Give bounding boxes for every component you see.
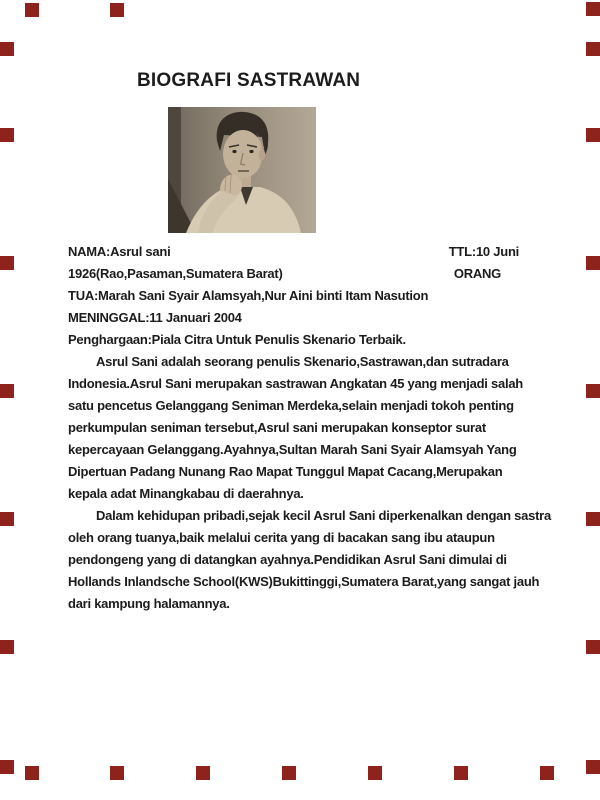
bio-row — [68, 263, 534, 285]
border-accent-square — [586, 512, 600, 526]
bio-row — [68, 285, 534, 307]
border-accent-square — [0, 384, 14, 398]
border-accent-square — [110, 766, 124, 780]
border-accent-square — [0, 760, 14, 774]
page-title: BIOGRAFI SASTRAWAN — [137, 70, 361, 91]
biodata-section — [68, 241, 534, 351]
border-accent-square — [586, 128, 600, 142]
bio-right-text: ORANG — [453, 266, 501, 281]
border-accent-square — [196, 766, 210, 780]
border-accent-square — [586, 760, 600, 774]
border-accent-square — [368, 766, 382, 780]
bio-row — [68, 329, 534, 351]
border-accent-square — [110, 3, 124, 17]
paragraph-line: Hollands Inlandsche School(KWS)Bukittinggi,Sumatera Barat,yang sangat jauh — [68, 574, 540, 589]
border-accent-square — [0, 128, 14, 142]
border-accent-square — [454, 766, 468, 780]
paragraph — [68, 351, 534, 505]
paragraph-line: Dalam kehidupan pribadi,sejak kecil Asrul Sani diperkenalkan dengan sastra — [96, 508, 551, 523]
portrait-image — [168, 107, 316, 233]
border-accent-square — [0, 640, 14, 654]
border-accent-square — [0, 256, 14, 270]
paragraph-line: dari kampung halamannya. — [68, 596, 230, 611]
bio-left-text: NAMA:Asrul sani — [68, 244, 171, 259]
bio-left-text: TUA:Marah Sani Syair Alamsyah,Nur Aini binti Itam Nasution — [68, 288, 429, 303]
border-accent-square — [586, 384, 600, 398]
paragraph-line: Asrul Sani adalah seorang penulis Skenario,Sastrawan,dan sutradara — [96, 354, 509, 369]
paragraph-line: satu pencetus Gelanggang Seniman Merdeka,selain menjadi tokoh penting — [68, 398, 514, 413]
bio-left-text: Penghargaan:Piala Citra Untuk Penulis Skenario Terbaik. — [68, 332, 406, 347]
border-accent-square — [0, 42, 14, 56]
paragraphs-section — [68, 351, 551, 615]
portrait-photo — [168, 107, 316, 233]
border-accent-square — [586, 640, 600, 654]
bio-row — [68, 307, 534, 329]
border-accent-square — [282, 766, 296, 780]
paragraph-line: kepala adat Minangkabau di daerahnya. — [68, 486, 304, 501]
border-accent-square — [586, 42, 600, 56]
bio-row — [68, 241, 534, 263]
border-accent-square — [25, 3, 39, 17]
paragraph-line: Indonesia.Asrul Sani merupakan sastrawan Angkatan 45 yang menjadi salah — [68, 376, 523, 391]
paragraph — [68, 505, 551, 615]
paragraph-line: Dipertuan Padang Nunang Rao Mapat Tunggul Mapat Cacang,Merupakan — [68, 464, 503, 479]
bio-right-text: TTL:10 Juni — [448, 244, 519, 259]
border-accent-square — [0, 512, 14, 526]
border-accent-square — [25, 766, 39, 780]
paragraph-line: oleh orang tuanya,baik melalui cerita yang di bacakan sang ibu ataupun — [68, 530, 495, 545]
paragraph-line: perkumpulan seniman tersebut,Asrul sani merupakan konseptor surat — [68, 420, 486, 435]
border-accent-square — [586, 2, 600, 16]
bio-left-text: 1926(Rao,Pasaman,Sumatera Barat) — [68, 266, 283, 281]
document-text — [68, 241, 551, 615]
paragraph-line: kepercayaan Gelanggang.Ayahnya,Sultan Marah Sani Syair Alamsyah Yang — [68, 442, 517, 457]
border-accent-square — [540, 766, 554, 780]
paragraph-line: pendongeng yang di datangkan ayahnya.Pendidikan Asrul Sani dimulai di — [68, 552, 507, 567]
bio-left-text: MENINGGAL:11 Januari 2004 — [68, 310, 242, 325]
border-accent-square — [586, 256, 600, 270]
